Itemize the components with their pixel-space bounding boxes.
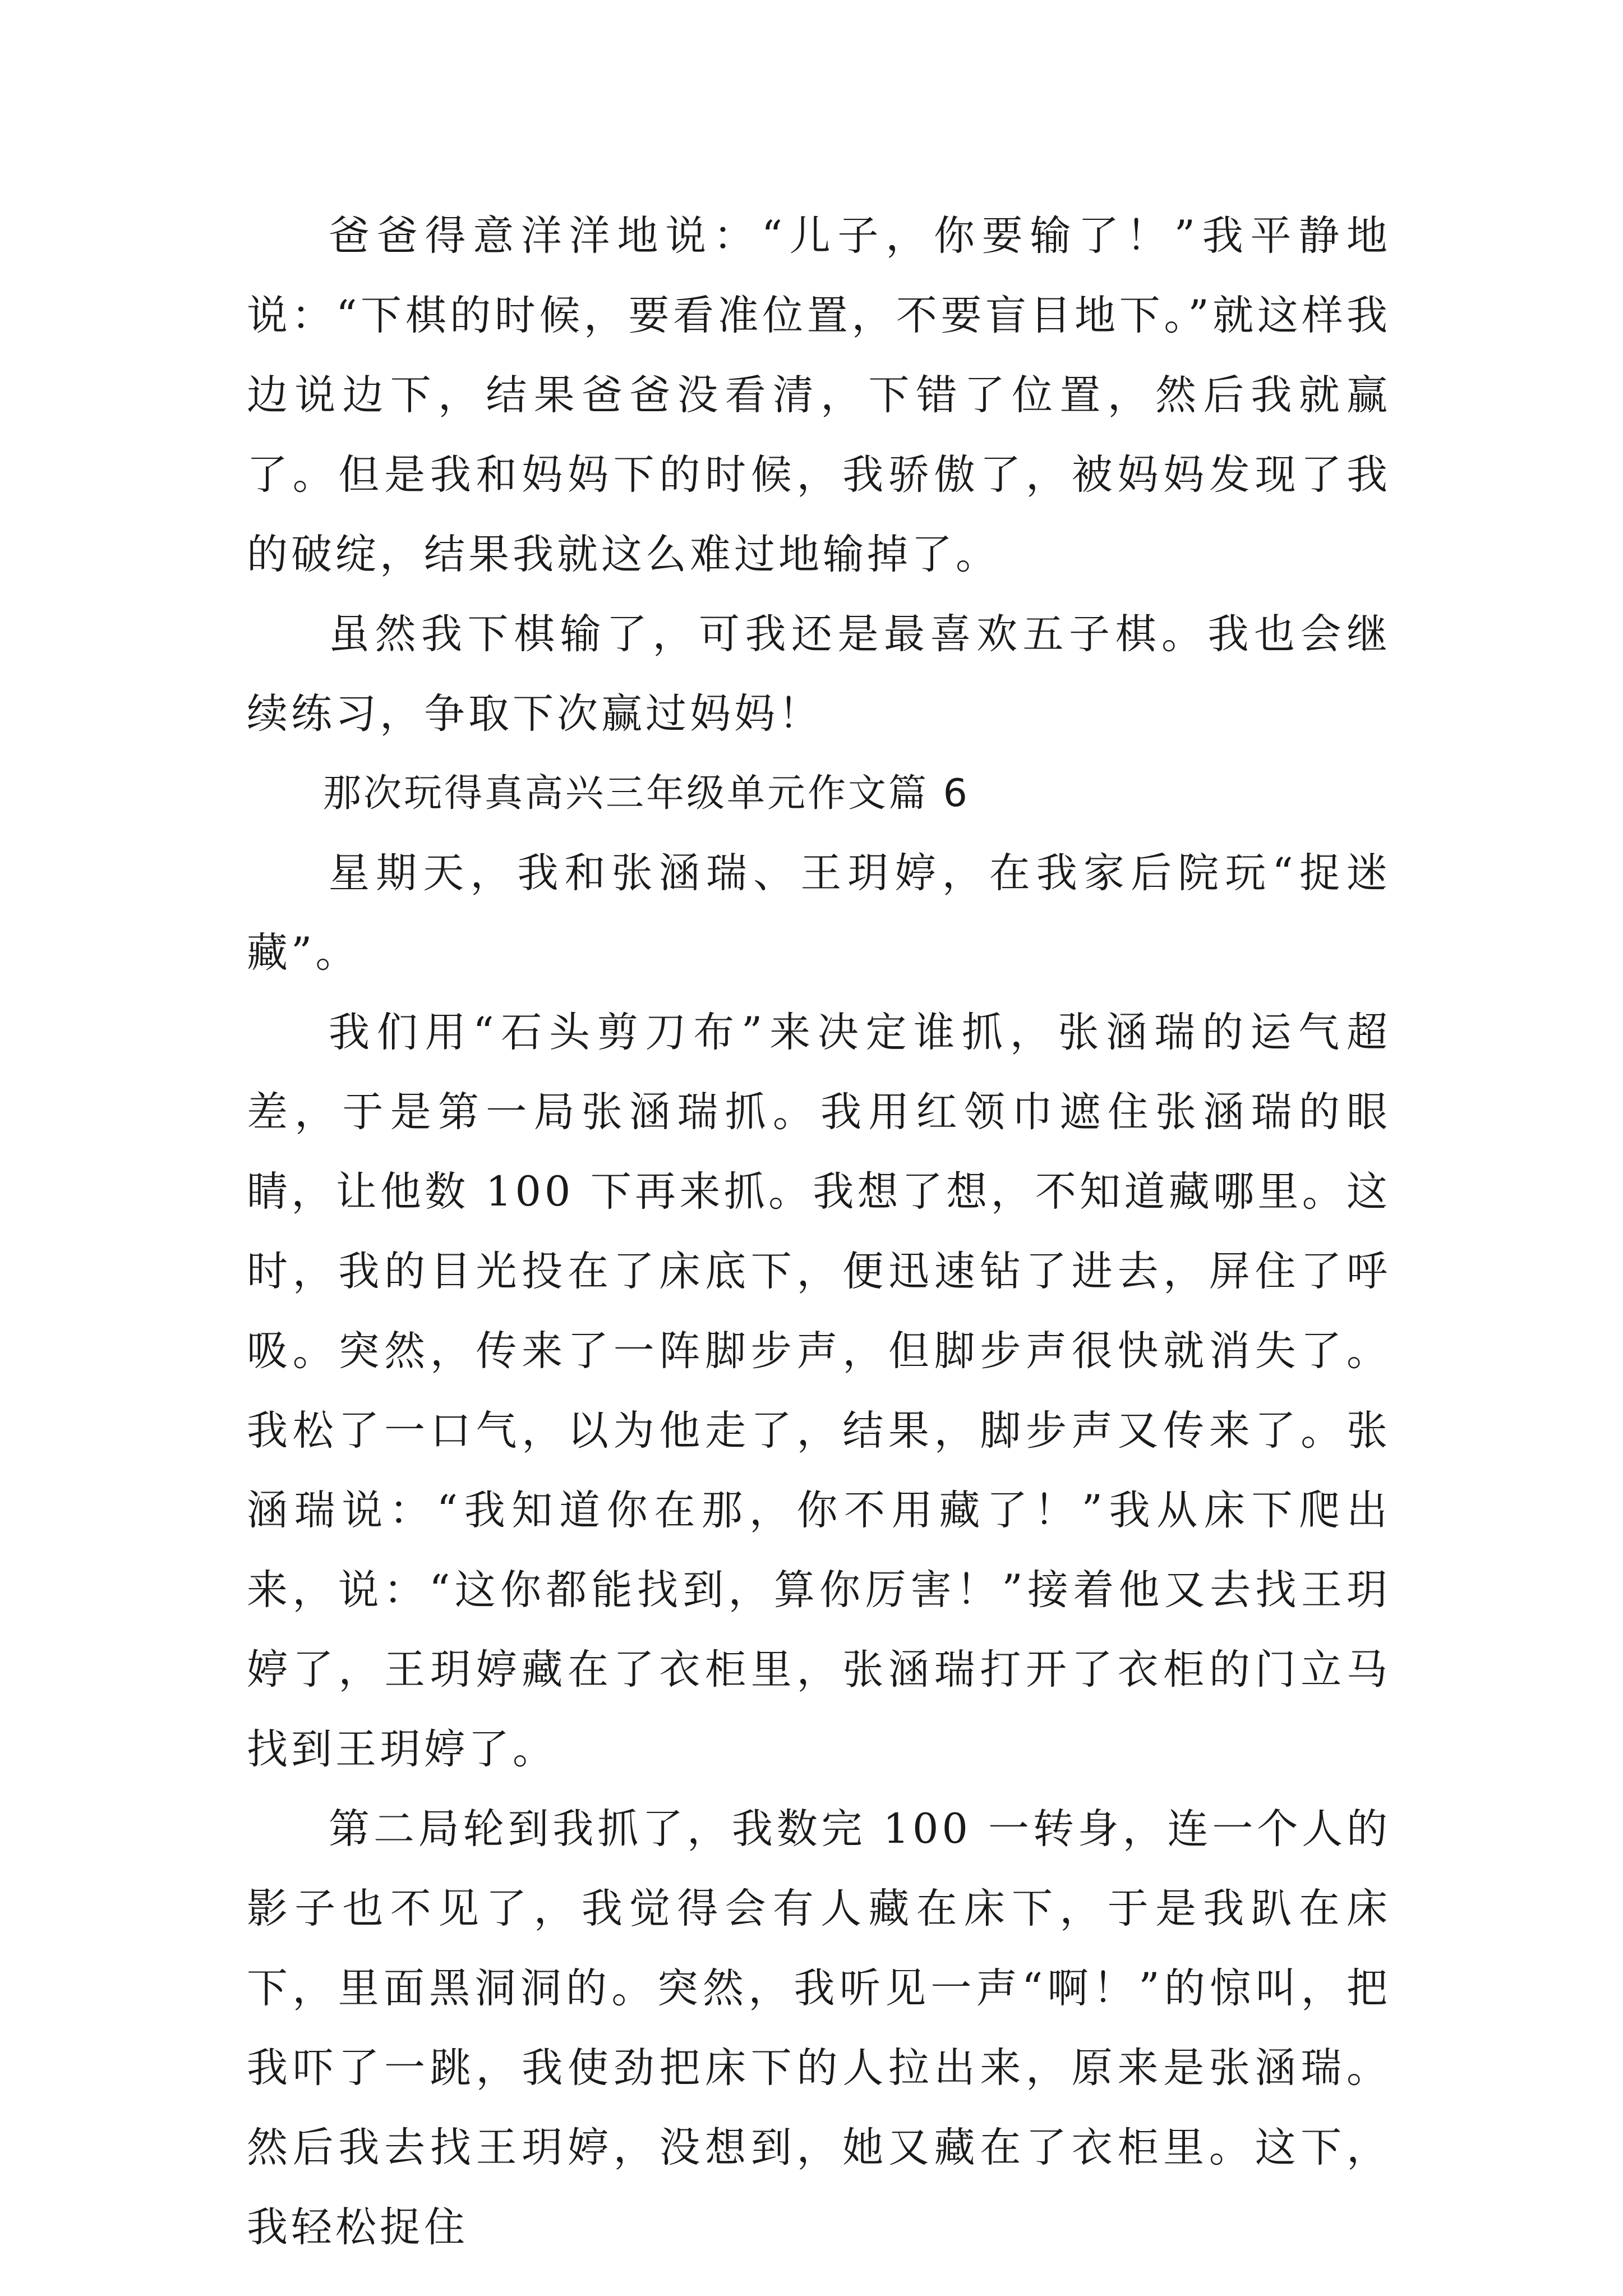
paragraph-second-round: 第二局轮到我抓了，我数完 100 一转身，连一个人的影子也不见了，我觉得会有人藏在床下，于是我趴在床下，里面黑洞洞的。突然，我听见一声“啊！”的惊叫，把我吓了一跳，我使劲把床下的人拉出来，原来是张涵瑞。然后我去找王玥婷，没想到，她又藏在了衣柜里。这下，我轻松捉住 xyxy=(247,1805,1391,2251)
paragraph-chess-game: 爸爸得意洋洋地说：“儿子，你要输了！”我平静地说：“下棋的时候，要看准位置，不要盲目地下。”就这样我边说边下，结果爸爸没看清，下错了位置，然后我就赢了。但是我和妈妈下的时候，我骄傲了，被妈妈发现了我的破绽，结果我就这么难过地输掉了。 xyxy=(247,212,1391,578)
document-body xyxy=(247,196,1391,2267)
paragraph-first-round: 我们用“石头剪刀布”来决定谁抓，张涵瑞的运气超差，于是第一局张涵瑞抓。我用红领巾遮住张涵瑞的眼睛，让他数 100 下再来抓。我想了想，不知道藏哪里。这时，我的目光投在了床底下，便迅速钻了进去，屏住了呼吸。突然，传来了一阵脚步声，但脚步声很快就消失了。我松了一口气，以为他走了，结果，脚步声又传来了。张涵瑞说：“我知道你在那，你不用藏了！”我从床下爬出来，说：“这你都能找到，算你厉害！”接着他又去找王玥婷了，王玥婷藏在了衣柜里，张涵瑞打开了衣柜的门立马找到王玥婷了。 xyxy=(247,1009,1391,1773)
paragraph-chess-conclusion: 虽然我下棋输了，可我还是最喜欢五子棋。我也会继续练习，争取下次赢过妈妈！ xyxy=(247,610,1391,738)
section-title: 那次玩得真高兴三年级单元作文篇 6 xyxy=(323,771,970,816)
paragraph-hide-and-seek-intro: 星期天，我和张涵瑞、王玥婷，在我家后院玩“捉迷藏”。 xyxy=(247,849,1391,977)
